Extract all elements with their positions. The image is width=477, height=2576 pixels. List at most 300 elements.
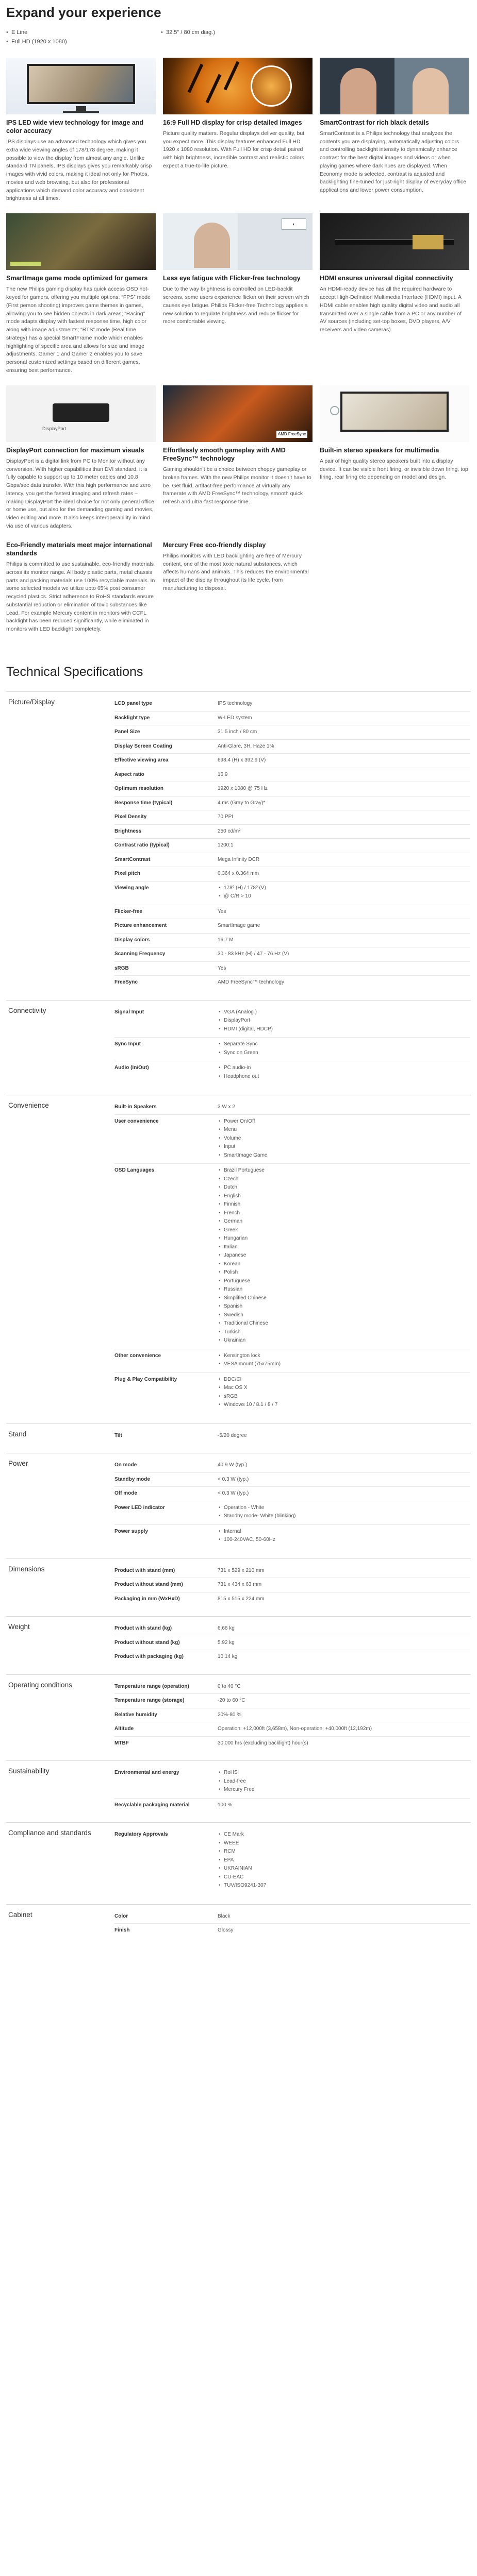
feature-smartcontrast bbox=[320, 58, 469, 204]
spec-value: 815 x 515 x 224 mm bbox=[218, 1596, 265, 1602]
flicker-image bbox=[163, 213, 312, 270]
feature-smartimage-game bbox=[6, 213, 156, 375]
spec-value bbox=[218, 1118, 470, 1161]
feature-eco-materials bbox=[6, 541, 156, 634]
spec-label: Contrast ratio (typical) bbox=[114, 842, 170, 849]
spec-value-item: • Finnish bbox=[218, 1201, 470, 1209]
displayport-image bbox=[6, 385, 156, 442]
spec-value-item: • Headphone out bbox=[218, 1073, 470, 1081]
spec-rows bbox=[114, 1910, 470, 1938]
spec-label: Scanning Frequency bbox=[114, 951, 166, 957]
spec-value: Glossy bbox=[218, 1927, 234, 1934]
spec-value-list bbox=[218, 1167, 470, 1345]
spec-label: Signal Input bbox=[114, 1009, 144, 1015]
feature-ips bbox=[6, 58, 156, 204]
spec-label: Power supply bbox=[114, 1528, 149, 1534]
feature-body: Philips is committed to use sustainable, eco-friendly materials across its monitor range. All body plastic parts, metal chassis parts and packing materials use 100% recyclable materials. In some selected models we utilize upto 65% post consumer recycled plastics. Strict adherence to RoHS standards ensure substantial reduction or elimination of toxic substances like Lead. For example Mercury content in monitors with CCFL backlight has been reduced significantly, while eliminated in monitors with LED backlight completely. bbox=[6, 561, 155, 633]
spec-value: 1200:1 bbox=[218, 842, 234, 849]
spec-value-item: • Japanese bbox=[218, 1252, 470, 1260]
spec-value-item: • CU-EAC bbox=[218, 1874, 470, 1882]
spec-label: Off mode bbox=[114, 1490, 137, 1497]
spec-value-list bbox=[218, 1041, 470, 1057]
spec-row bbox=[114, 882, 470, 905]
spec-label: Plug & Play Compatibility bbox=[114, 1376, 177, 1382]
bullet: • Full HD (1920 x 1080) bbox=[6, 38, 161, 46]
spec-label: Optimum resolution bbox=[114, 786, 163, 792]
feature-freesync bbox=[163, 385, 312, 531]
spec-value-item: • Input bbox=[218, 1143, 470, 1151]
spec-rows bbox=[114, 1564, 470, 1606]
spec-section-name: Weight bbox=[8, 1623, 30, 1631]
spec-row bbox=[114, 1349, 470, 1373]
spec-label: Aspect ratio bbox=[114, 771, 144, 777]
spec-rows bbox=[114, 1100, 470, 1413]
spec-row bbox=[114, 1100, 470, 1115]
spec-label: Product with packaging (kg) bbox=[114, 1654, 184, 1660]
spec-value: Black bbox=[218, 1913, 231, 1919]
spec-value-list bbox=[218, 1064, 470, 1080]
spec-value: 0.364 x 0.364 mm bbox=[218, 871, 259, 877]
spec-label: Temperature range (operation) bbox=[114, 1683, 189, 1689]
spec-value-item: • 100-240VAC, 50-60Hz bbox=[218, 1536, 470, 1544]
spec-section bbox=[6, 1558, 471, 1617]
monitor-image bbox=[6, 58, 156, 114]
spec-row bbox=[114, 1828, 470, 1894]
spec-row bbox=[114, 1766, 470, 1799]
bullets-left bbox=[6, 29, 161, 47]
spec-value-item: • VGA (Analog ) bbox=[218, 1009, 470, 1016]
spec-row bbox=[114, 754, 470, 768]
spec-value-item: • Dutch bbox=[218, 1184, 470, 1192]
spec-row bbox=[114, 1680, 470, 1694]
spec-value: 100 % bbox=[218, 1802, 233, 1808]
spec-label: Backlight type bbox=[114, 715, 150, 721]
spec-value: 6.66 kg bbox=[218, 1625, 235, 1632]
spec-value-list bbox=[218, 1504, 470, 1520]
spec-value: 1920 x 1080 @ 75 Hz bbox=[218, 786, 268, 792]
spec-row bbox=[114, 1924, 470, 1938]
spec-value-item: • DisplayPort bbox=[218, 1017, 470, 1025]
spec-value: Operation: +12,000ft (3,658m), Non-operation: +40,000ft (12,192m) bbox=[218, 1726, 372, 1732]
spec-value-list bbox=[218, 1352, 470, 1368]
spec-section bbox=[6, 1822, 471, 1904]
spec-label: Flicker-free bbox=[114, 908, 142, 914]
spec-label: Altitude bbox=[114, 1726, 134, 1732]
spec-row bbox=[114, 1501, 470, 1525]
spec-value: 0 to 40 °C bbox=[218, 1683, 241, 1689]
feature-grid bbox=[6, 58, 471, 634]
spec-label: Regulatory Approvals bbox=[114, 1832, 168, 1838]
spec-row bbox=[114, 962, 470, 976]
feature-body: Philips monitors with LED backlighting are free of Mercury content, one of the most toxic natural substances, which affects humans and animals. This reduces the environmental impact of the display throughout its life cycle, from manufacturing to disposal. bbox=[163, 552, 309, 591]
spec-value-item: • Mercury Free bbox=[218, 1786, 470, 1794]
spec-label: FreeSync bbox=[114, 979, 138, 986]
spec-value-item: • Internal bbox=[218, 1528, 470, 1536]
spec-label: Packaging in mm (WxHxD) bbox=[114, 1596, 180, 1602]
spec-value: 731 x 529 x 210 mm bbox=[218, 1567, 265, 1573]
spec-value-item: • WEEE bbox=[218, 1840, 470, 1848]
spec-row bbox=[114, 825, 470, 839]
spec-section bbox=[6, 1453, 471, 1558]
spec-value bbox=[218, 1041, 470, 1058]
spec-label: Finish bbox=[114, 1927, 130, 1934]
spec-value-list bbox=[218, 1376, 470, 1409]
spec-value: 731 x 434 x 63 mm bbox=[218, 1582, 262, 1588]
spec-value: 3 W x 2 bbox=[218, 1104, 235, 1110]
spec-value-item: • PC audio-in bbox=[218, 1064, 470, 1072]
spec-row bbox=[114, 1910, 470, 1924]
key-bullets bbox=[6, 29, 471, 47]
spec-value bbox=[218, 1064, 470, 1081]
feature-flicker-free bbox=[163, 213, 312, 375]
spec-value-item: • sRGB bbox=[218, 1393, 470, 1401]
speakers-image bbox=[320, 385, 469, 442]
spec-section-name: Connectivity bbox=[8, 1006, 46, 1014]
feature-title: 16:9 Full HD display for crisp detailed images bbox=[163, 118, 302, 126]
spec-value-item: • Traditional Chinese bbox=[218, 1320, 470, 1328]
spec-row bbox=[114, 1636, 470, 1651]
spec-label: Power LED indicator bbox=[114, 1504, 165, 1511]
spec-value-item: • German bbox=[218, 1218, 470, 1226]
freesync-image bbox=[163, 385, 312, 442]
spec-label: Color bbox=[114, 1913, 128, 1919]
spec-section bbox=[6, 1616, 471, 1674]
spec-value: 16:9 bbox=[218, 771, 228, 777]
spec-label: Product without stand (kg) bbox=[114, 1639, 180, 1646]
spec-value bbox=[218, 1167, 470, 1346]
spec-label: Product with stand (mm) bbox=[114, 1567, 175, 1573]
spec-row bbox=[114, 1564, 470, 1579]
spec-row bbox=[114, 796, 470, 811]
spec-label: Product with stand (kg) bbox=[114, 1625, 172, 1632]
spec-value: AMD FreeSync™ technology bbox=[218, 979, 284, 986]
spec-label: Pixel pitch bbox=[114, 871, 141, 877]
feature-body: DisplayPort is a digital link from PC to Monitor without any conversion. With higher capabilities than DVI standard, it is fully capable to support up to 10 meter cables and 10.8 Gbps/sec data transfer. With this high performance and zero latency, you get the fastest imaging and refresh rates – making DisplayPort the ideal choice for not only general office or home use, but also for the demanding gaming and movies, video editing and more. It also keeps interoperability in mind via use of various adapters. bbox=[6, 457, 154, 529]
spec-row bbox=[114, 1487, 470, 1501]
spec-row bbox=[114, 768, 470, 783]
spec-value-item: • Russian bbox=[218, 1286, 470, 1294]
feature-hdmi bbox=[320, 213, 469, 375]
feature-body: A pair of high quality stereo speakers built into a display device. It can be visible front firing, or invisible down firing, top firing, rear firing etc depending on model and design. bbox=[320, 457, 468, 481]
spec-value-item: • @ C/R > 10 bbox=[218, 893, 470, 901]
spec-label: Temperature range (storage) bbox=[114, 1698, 185, 1704]
spec-value bbox=[218, 1009, 470, 1035]
spec-label: MTBF bbox=[114, 1740, 129, 1746]
spec-value-item: • Portuguese bbox=[218, 1278, 470, 1285]
spec-value bbox=[218, 885, 470, 902]
spec-row bbox=[114, 1708, 470, 1723]
spec-row bbox=[114, 905, 470, 920]
spec-section bbox=[6, 1674, 471, 1761]
spec-label: Picture enhancement bbox=[114, 923, 167, 929]
spec-label: Effective viewing area bbox=[114, 757, 169, 764]
spec-section-name: Dimensions bbox=[8, 1565, 45, 1573]
spec-label: User convenience bbox=[114, 1118, 159, 1124]
spec-value-item: • Power On/Off bbox=[218, 1118, 470, 1126]
spec-value: W-LED system bbox=[218, 715, 252, 721]
spec-value: 250 cd/m² bbox=[218, 828, 241, 834]
spec-value: Anti-Glare, 3H, Haze 1% bbox=[218, 743, 274, 749]
spec-value: 20%-80 % bbox=[218, 1711, 242, 1718]
feature-title: Eco-Friendly materials meet major international standards bbox=[6, 541, 152, 557]
spec-section bbox=[6, 1760, 471, 1822]
spec-value-item: • Greek bbox=[218, 1227, 470, 1234]
spec-value: < 0.3 W (typ.) bbox=[218, 1490, 249, 1497]
spec-row bbox=[114, 1038, 470, 1061]
spec-value: 10.14 kg bbox=[218, 1654, 238, 1660]
spec-row bbox=[114, 1164, 470, 1349]
spec-rows bbox=[114, 1006, 470, 1085]
spec-row bbox=[114, 867, 470, 882]
spec-label: Product without stand (mm) bbox=[114, 1582, 183, 1588]
experience-title: Expand your experience bbox=[6, 5, 161, 20]
spec-value-item: • EPA bbox=[218, 1857, 470, 1865]
spec-sections bbox=[6, 691, 471, 1948]
spec-row bbox=[114, 919, 470, 934]
spec-value-item: • Turkish bbox=[218, 1329, 470, 1336]
spec-label: Display Screen Coating bbox=[114, 743, 172, 749]
spec-row bbox=[114, 1722, 470, 1737]
spec-row bbox=[114, 740, 470, 754]
spec-label: Tilt bbox=[114, 1432, 122, 1438]
spec-value-list bbox=[218, 1769, 470, 1794]
spec-value bbox=[218, 1528, 470, 1545]
spec-section bbox=[6, 1904, 471, 1948]
spec-value-item: • Simplified Chinese bbox=[218, 1295, 470, 1302]
spec-row bbox=[114, 1429, 470, 1443]
spec-value-item: • Volume bbox=[218, 1135, 470, 1143]
spec-value bbox=[218, 1831, 470, 1891]
spec-value: Yes bbox=[218, 908, 226, 914]
feature-title: HDMI ensures universal digital connectivity bbox=[320, 275, 453, 282]
spec-section bbox=[6, 1423, 471, 1453]
spec-label: Relative humidity bbox=[114, 1711, 157, 1718]
flicker-badge-icon: ◐ bbox=[282, 218, 306, 230]
spec-value-item: • Hungarian bbox=[218, 1235, 470, 1243]
spec-value-list bbox=[218, 1009, 470, 1033]
spec-row bbox=[114, 1650, 470, 1664]
spec-row bbox=[114, 934, 470, 948]
spec-section-name: Cabinet bbox=[8, 1910, 32, 1919]
spec-rows bbox=[114, 1622, 470, 1664]
spec-section-name: Operating conditions bbox=[8, 1681, 72, 1689]
spec-label: Other convenience bbox=[114, 1352, 161, 1359]
feature-mercury-free bbox=[163, 541, 312, 634]
spec-value: -20 to 60 °C bbox=[218, 1698, 245, 1704]
spec-value: 5.92 kg bbox=[218, 1639, 235, 1646]
spec-row bbox=[114, 853, 470, 868]
spec-value-item: • Kensington lock bbox=[218, 1352, 470, 1360]
spec-label: Panel Size bbox=[114, 729, 140, 735]
spec-value-item: • Swedish bbox=[218, 1312, 470, 1319]
feature-speakers bbox=[320, 385, 469, 531]
spec-value bbox=[218, 1769, 470, 1795]
spec-value: SmartImage game bbox=[218, 923, 260, 929]
spec-value-item: • Mac OS X bbox=[218, 1384, 470, 1392]
bullets-right bbox=[161, 29, 316, 47]
spec-value: < 0.3 W (typ.) bbox=[218, 1476, 249, 1482]
feature-title: Effortlessly smooth gameplay with AMD FreeSync™ technology bbox=[163, 446, 286, 462]
spec-row bbox=[114, 1622, 470, 1636]
spec-section-name: Sustainability bbox=[8, 1767, 50, 1775]
spec-value-item: • UKRAINIAN bbox=[218, 1865, 470, 1873]
spec-row bbox=[114, 725, 470, 740]
feature-body: Picture quality matters. Regular displays deliver quality, but you expect more. This display features enhanced Full HD 1920 x 1080 resolution. With Full HD for crisp detail paired with high brightness, incredible contrast and realistic colors expect a true-to-life picture. bbox=[163, 130, 305, 169]
feature-fullhd bbox=[163, 58, 312, 204]
spec-row bbox=[114, 1525, 470, 1548]
spec-value-item: • Ukrainian bbox=[218, 1337, 470, 1345]
spec-value-item: • RoHS bbox=[218, 1769, 470, 1777]
spec-value-item: • Polish bbox=[218, 1269, 470, 1277]
spec-row bbox=[114, 711, 470, 726]
bullet: • E Line bbox=[6, 29, 161, 37]
spec-rows bbox=[114, 1429, 470, 1443]
spec-value: 30,000 hrs (excluding backlight) hour(s) bbox=[218, 1740, 308, 1746]
spec-value-item: • DDC/CI bbox=[218, 1376, 470, 1384]
spec-label: On mode bbox=[114, 1462, 137, 1468]
spec-value-item: • English bbox=[218, 1193, 470, 1200]
spec-rows bbox=[114, 1459, 470, 1548]
spec-row bbox=[114, 1373, 470, 1413]
spec-label: Environmental and energy bbox=[114, 1770, 179, 1776]
spec-rows bbox=[114, 1766, 470, 1812]
feature-title: Built-in stereo speakers for multimedia bbox=[320, 446, 439, 454]
people-image bbox=[320, 58, 469, 114]
spec-row bbox=[114, 1799, 470, 1812]
spec-label: Pixel Density bbox=[114, 814, 147, 820]
spec-value-item: • CE Mark bbox=[218, 1831, 470, 1839]
spec-value-item: • Czech bbox=[218, 1176, 470, 1183]
spec-row bbox=[114, 947, 470, 962]
spec-row bbox=[114, 1473, 470, 1487]
spec-label: Recyclable packaging material bbox=[114, 1802, 190, 1808]
spec-value: 31.5 inch / 80 cm bbox=[218, 729, 257, 735]
spec-value-item: • 178º (H) / 178º (V) bbox=[218, 885, 470, 892]
spec-value-item: • Menu bbox=[218, 1126, 470, 1134]
spec-row bbox=[114, 1592, 470, 1606]
spec-label: Sync Input bbox=[114, 1041, 141, 1047]
spec-row bbox=[114, 782, 470, 796]
spec-value-list bbox=[218, 1118, 470, 1160]
feature-title: SmartContrast for rich black details bbox=[320, 118, 429, 126]
spec-value: IPS technology bbox=[218, 701, 253, 707]
spec-value-list bbox=[218, 1528, 470, 1544]
spec-section-name: Stand bbox=[8, 1430, 27, 1438]
displayport-caption: DisplayPort bbox=[42, 426, 67, 431]
spec-row bbox=[114, 1694, 470, 1708]
spec-section-name: Picture/Display bbox=[8, 698, 55, 706]
hdmi-image bbox=[320, 213, 469, 270]
spec-value-item: • TUV/ISO9241-307 bbox=[218, 1882, 470, 1890]
spec-value-item: • Sync on Green bbox=[218, 1049, 470, 1057]
spec-value-item: • HDMI (digital, HDCP) bbox=[218, 1026, 470, 1033]
spec-section-name: Power bbox=[8, 1460, 28, 1468]
spec-section-name: Convenience bbox=[8, 1101, 49, 1110]
feature-body: The new Philips gaming display has quick access OSD hot-keyed for gamers, offering you multiple options: “FPS” mode (First person shooting) improves game themes in games, allowing you to see hidden objects in dark areas; “Racing” mode adapts display with fastest response time, high color along with image adjustments; “RTS” mode (Real time strategy) has a special SmartFrame mode which enables highlighting of specific area and allows for size and image adjustments. Gamer 1 and Gamer 2 enables you to save personal customized settings based on different games, ensuring best performance. bbox=[6, 286, 151, 374]
spec-value-item: • Spanish bbox=[218, 1303, 470, 1311]
freesync-caption: AMD FreeSync bbox=[276, 431, 307, 438]
spec-label: LCD panel type bbox=[114, 701, 152, 707]
spec-value-item: • Italian bbox=[218, 1244, 470, 1251]
spec-value bbox=[218, 1504, 470, 1521]
spec-section bbox=[6, 1095, 471, 1423]
spec-value-item: • Lead-free bbox=[218, 1778, 470, 1786]
spec-label: OSD Languages bbox=[114, 1167, 155, 1174]
spec-row bbox=[114, 1578, 470, 1592]
spec-row bbox=[114, 1115, 470, 1164]
spec-value: 4 ms (Gray to Gray)* bbox=[218, 800, 266, 806]
spec-value-item: • SmartImage Game bbox=[218, 1152, 470, 1160]
spec-label: Display colors bbox=[114, 937, 150, 943]
game-image bbox=[6, 213, 156, 270]
spec-value-item: • French bbox=[218, 1210, 470, 1217]
spec-value: 40.9 W (typ.) bbox=[218, 1462, 248, 1468]
spec-rows bbox=[114, 1680, 470, 1751]
spec-label: Audio (In/Out) bbox=[114, 1065, 149, 1071]
spec-label: Standby mode bbox=[114, 1476, 150, 1482]
spec-row bbox=[114, 1459, 470, 1473]
spec-value: 16.7 M bbox=[218, 937, 234, 943]
feature-displayport bbox=[6, 385, 156, 531]
spec-value-item: • Separate Sync bbox=[218, 1041, 470, 1048]
spec-rows bbox=[114, 697, 470, 990]
spec-label: sRGB bbox=[114, 965, 129, 971]
feature-body: Gaming shouldn’t be a choice between choppy gameplay or broken frames. With the new Philips monitor it doesn’t have to be. Get fluid, artifact-free performance at virtually any framerate with AMD FreeSync™ technology, smooth quick refresh and ultra-fast response time. bbox=[163, 466, 311, 505]
spec-value: Mega Infinity DCR bbox=[218, 856, 260, 862]
spec-value: 30 - 83 kHz (H) / 47 - 76 Hz (V) bbox=[218, 951, 289, 957]
feature-body: Due to the way brightness is controlled on LED-backlit screens, some users experience flicker on their screen which causes eye fatigue. Philips Flicker-free Technology applies a new solution to regulate brightness and reduce flicker for more comfortable viewing. bbox=[163, 286, 309, 325]
spec-row bbox=[114, 839, 470, 853]
spec-section bbox=[6, 691, 471, 1000]
spec-value-item: • Korean bbox=[218, 1261, 470, 1268]
feature-title: DisplayPort connection for maximum visuals bbox=[6, 446, 144, 454]
spec-rows bbox=[114, 1828, 470, 1894]
spec-row bbox=[114, 697, 470, 711]
spec-row bbox=[114, 976, 470, 990]
spec-value: 70 PPI bbox=[218, 814, 234, 820]
spec-label: Viewing angle bbox=[114, 885, 149, 891]
spec-row bbox=[114, 1006, 470, 1038]
spec-row bbox=[114, 810, 470, 825]
spec-value: Yes bbox=[218, 965, 226, 971]
spec-value-item: • Operation - White bbox=[218, 1504, 470, 1512]
feature-title: SmartImage game mode optimized for gamers bbox=[6, 275, 148, 282]
spec-label: Response time (typical) bbox=[114, 800, 173, 806]
spec-row bbox=[114, 1737, 470, 1751]
feature-title: IPS LED wide view technology for image and color accuracy bbox=[6, 118, 144, 134]
spec-value: 698.4 (H) x 392.9 (V) bbox=[218, 757, 266, 764]
spec-value bbox=[218, 1376, 470, 1410]
bullet: • 32.5" / 80 cm diag.) bbox=[161, 29, 316, 37]
spec-value-item: • Windows 10 / 8.1 / 8 / 7 bbox=[218, 1401, 470, 1409]
feature-body: An HDMI-ready device has all the required hardware to accept High-Definition Multimedia Interface (HDMI) input. A HDMI cable enables high quality digital video and audio all transmitted over a single cable from a PC or any number of AV sources (including set-top boxes, DVD players, A/V receivers and video cameras). bbox=[320, 286, 462, 333]
spec-section bbox=[6, 1000, 471, 1095]
spec-value-list bbox=[218, 1831, 470, 1890]
spec-value bbox=[218, 1352, 470, 1369]
spec-value-item: • Standby mode- White (blinking) bbox=[218, 1513, 470, 1520]
feature-title: Mercury Free eco-friendly display bbox=[163, 541, 266, 549]
spec-value-item: • Brazil Portuguese bbox=[218, 1167, 470, 1175]
spec-value-item: • VESA mount (75x75mm) bbox=[218, 1361, 470, 1368]
spec-label: SmartContrast bbox=[114, 856, 151, 862]
spec-section-name: Compliance and standards bbox=[8, 1829, 91, 1837]
spec-label: Built-in Speakers bbox=[114, 1104, 157, 1110]
spec-value: -5/20 degree bbox=[218, 1432, 247, 1438]
feature-body: SmartContrast is a Philips technology that analyzes the contents you are displaying, automatically adjusting colors and controlling backlight intensity to dynamically enhance contrast for the best digital images and videos or when playing games where dark hues are displayed. When Economy mode is selected, contrast is adjusted and backlighting fine-tuned for just-right display of everyday office applications and lower power consumption. bbox=[320, 130, 467, 194]
tiger-image bbox=[163, 58, 312, 114]
feature-title: Less eye fatigue with Flicker-free technology bbox=[163, 275, 301, 282]
spec-title: Technical Specifications bbox=[6, 664, 143, 679]
